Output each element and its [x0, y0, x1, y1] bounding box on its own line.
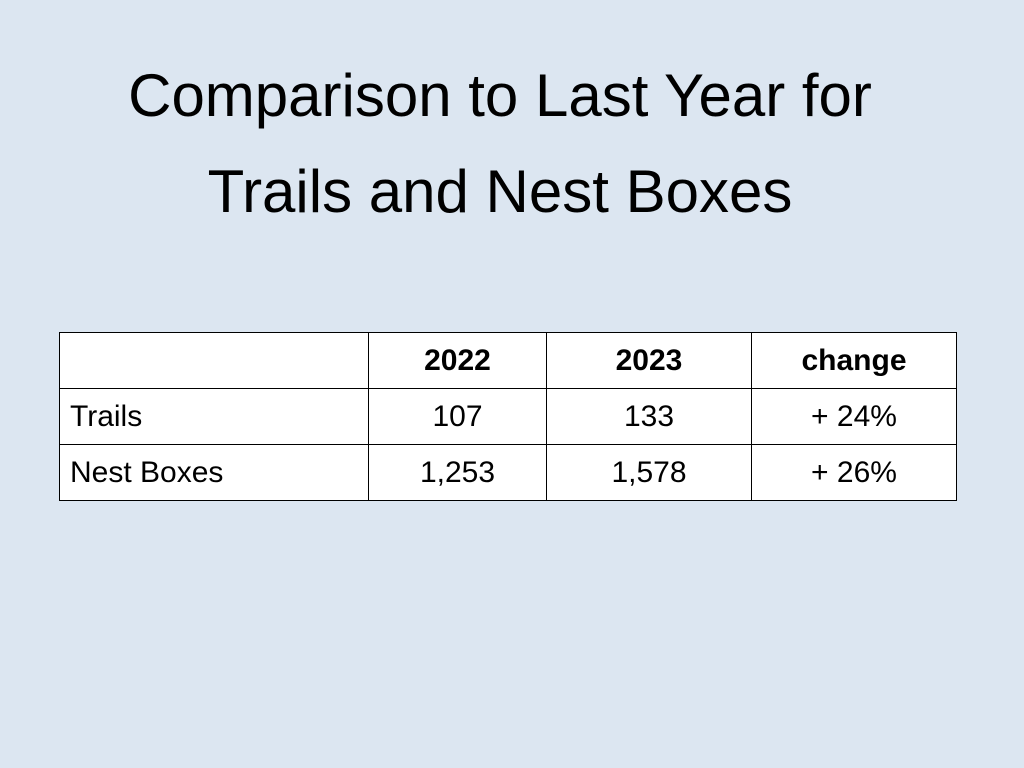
comparison-table [59, 332, 957, 501]
nest-boxes-change-value: + 26% [752, 445, 957, 501]
table-row [60, 389, 957, 445]
slide-title [40, 48, 960, 240]
nest-boxes-2023-value: 1,578 [547, 445, 752, 501]
title-line-1: Comparison to Last Year for [128, 62, 872, 129]
trails-change-value: + 24% [752, 389, 957, 445]
header-cell-empty [60, 333, 369, 389]
row-label-trails: Trails [60, 389, 369, 445]
title-line-2: Trails and Nest Boxes [207, 158, 793, 225]
trails-2022-value: 107 [369, 389, 547, 445]
row-label-nest-boxes: Nest Boxes [60, 445, 369, 501]
table-header-row [60, 333, 957, 389]
header-cell-change: change [752, 333, 957, 389]
header-cell-2022: 2022 [369, 333, 547, 389]
header-cell-2023: 2023 [547, 333, 752, 389]
trails-2023-value: 133 [547, 389, 752, 445]
table-row [60, 445, 957, 501]
nest-boxes-2022-value: 1,253 [369, 445, 547, 501]
